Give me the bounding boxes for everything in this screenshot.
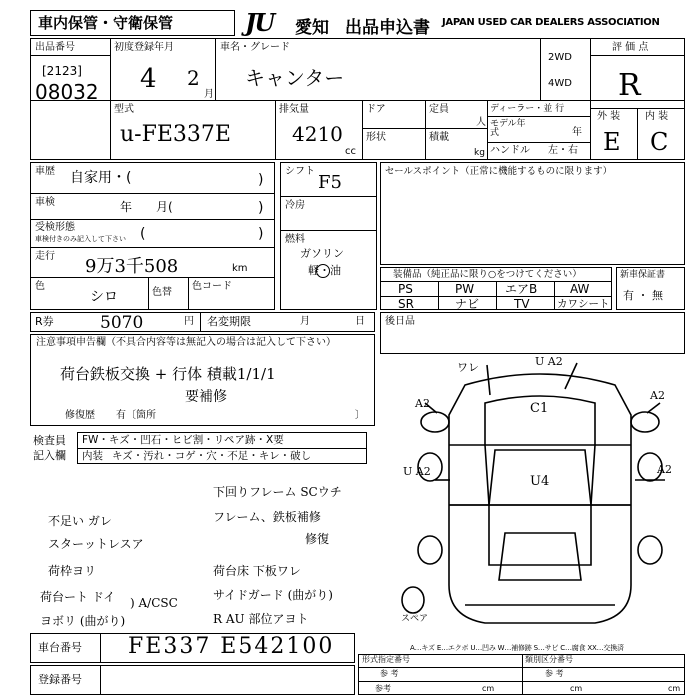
history-value: 自家用・( — [70, 170, 132, 186]
repair-history-value: 有〔箇所 — [116, 410, 156, 421]
note-10: サイドガード (曲がり) — [213, 588, 333, 602]
diagram-label-a2-side: A2 — [657, 463, 672, 476]
ref-label-1: 参 考 — [380, 669, 399, 678]
name-change-day: 日 — [355, 316, 365, 327]
lot-number: 08032 — [35, 80, 99, 104]
history-label: 車歴 — [35, 166, 55, 177]
brand-name: 愛知 — [295, 18, 329, 38]
ac-label: 冷房 — [285, 200, 305, 211]
load-unit: kg — [474, 148, 485, 158]
first-registration-year: 4 — [140, 64, 157, 94]
notice-line1: 荷台鉄板交換 + 行体 積載1/1/1 — [60, 365, 276, 383]
recycle-value: 5070 — [100, 313, 144, 333]
cm-2: cm — [570, 684, 583, 693]
exterior-label: 外 装 — [597, 111, 621, 122]
sales-point-label: セールスポイント（正常に機能するものに限ります） — [385, 166, 613, 177]
shift-value: F5 — [318, 172, 342, 193]
displacement-unit: cc — [345, 146, 356, 157]
first-registration-label: 初度登録年月 — [114, 42, 174, 53]
model-year-label: モデル年 式 — [490, 119, 526, 138]
mileage-label: 走行 — [35, 251, 55, 262]
cm-3: cm — [668, 684, 681, 693]
ju-logo: JU — [245, 8, 274, 37]
handle-label: ハンドル — [490, 145, 530, 156]
cm-1: cm — [482, 684, 495, 693]
inspection-form-sub: 車検付きのみ記入して下さい — [35, 235, 126, 243]
inspector-row1: FW・キズ・凹石・ヒビ割・リペア跡・X要 — [82, 434, 284, 446]
equipment-title: 装備品（純正品に限り○をつけてください） — [393, 269, 582, 280]
inspector-label-2: 記入欄 — [33, 449, 66, 462]
association-name: JAPAN USED CAR DEALERS ASSOCIATION — [442, 17, 660, 28]
diagram-label-u4: U4 — [530, 474, 550, 489]
recycle-label: R券 — [35, 315, 54, 328]
displacement-label: 排気量 — [279, 104, 309, 115]
form-title: 出品申込書 — [345, 18, 430, 38]
fuel-diesel: 軽・油 — [308, 264, 341, 277]
notice-line2: 要補修 — [185, 389, 227, 405]
repair-history-close: 〕 — [355, 410, 365, 421]
history-paren: ) — [258, 172, 264, 188]
car-name-value: キャンター — [245, 66, 345, 90]
color-code-label: 色コード — [192, 281, 232, 292]
grade-value: R — [618, 68, 641, 103]
car-name-label: 車名・グレード — [220, 42, 290, 53]
note-6: 荷枠ヨリ — [48, 564, 97, 578]
dealer-label: ディーラー・並 行 — [490, 104, 565, 114]
rear-items-label: 後日品 — [385, 316, 415, 327]
door-label: ドア — [366, 104, 386, 115]
handle-options: 左・右 — [548, 145, 578, 156]
inspector-row2-label: 内装 — [82, 450, 103, 462]
equip-pw: PW — [455, 282, 475, 296]
load-label: 積載 — [429, 132, 449, 143]
interior-label: 内 装 — [645, 111, 669, 122]
equip-leather: カワシート — [557, 298, 610, 310]
notice-label: 注意事項申告欄（不具合内容等は無記入の場合は記入して下さい） — [36, 337, 336, 348]
equip-navi: ナビ — [455, 297, 480, 311]
first-registration-month: 2 — [187, 66, 200, 90]
ref-label-2: 参 考 — [545, 669, 564, 678]
diagram-label-c1: C1 — [530, 401, 549, 416]
fuel-diesel-circle — [316, 264, 330, 278]
note-2: フレーム、鉄板補修 — [213, 510, 321, 524]
chassis-number: FE337 E542100 — [128, 634, 335, 659]
inspector-row2: キズ・汚れ・コゲ・穴・不足・キレ・破し — [112, 450, 312, 462]
capacity-unit: 人 — [476, 117, 486, 128]
sales-point-box — [380, 162, 685, 265]
equip-aw: AW — [570, 282, 590, 296]
registration-label: 登録番号 — [38, 673, 82, 686]
chassis-label: 車台番号 — [38, 641, 82, 654]
year-unit: 年 — [572, 127, 582, 138]
damage-legend: A…キズ E…エクボ U…凹み W…補修跡 S…サビ C…腐食 XX…交換済 — [410, 644, 624, 652]
drive-2wd: 2WD — [548, 52, 572, 63]
warranty-label: 新車保証書 — [620, 270, 666, 280]
inspection-value: 年 月( — [120, 200, 173, 214]
name-change-month: 月 — [300, 316, 310, 327]
note-9: ) A/CSC — [130, 596, 178, 610]
form-code-label: 形式指定番号 — [362, 655, 410, 664]
note-1: 下回りフレーム SCウチ — [213, 485, 342, 499]
diagram-label-a2-left: A2 — [415, 397, 430, 410]
rear-items-box — [380, 312, 685, 354]
note-11: ヨボリ (曲がり) — [40, 614, 126, 628]
inspection-label: 車検 — [35, 197, 55, 208]
car-damage-diagram — [395, 355, 685, 635]
diagram-label-crack: ワレ — [457, 361, 479, 374]
note-7: 荷台床 下板ワレ — [213, 564, 301, 578]
color-change-label: 色替 — [152, 287, 172, 298]
note-12: R AU 部位アヨト — [213, 612, 309, 626]
model-label: 型式 — [114, 104, 134, 115]
mileage-value: 9万3千508 — [85, 256, 179, 277]
drive-4wd: 4WD — [548, 78, 572, 89]
displacement-value: 4210 — [292, 122, 343, 146]
warranty-value: 有 ・ 無 — [623, 289, 663, 302]
lot-number-small: [2123] — [42, 64, 82, 78]
capacity-label: 定員 — [429, 104, 449, 115]
diagram-label-spare: スペア — [401, 614, 429, 624]
fuel-label: 燃料 — [285, 234, 305, 245]
inspection-form-paren: ) — [258, 226, 264, 242]
model-value: u-FE337E — [120, 122, 231, 147]
interior-value: C — [650, 128, 669, 156]
inspection-form-value: ( — [140, 226, 146, 242]
storage-label: 車内保管・守衛保管 — [38, 14, 174, 32]
month-unit: 月 — [204, 89, 214, 100]
diagram-label-ua2-left: U A2 — [403, 465, 431, 478]
color-value: シロ — [90, 289, 118, 305]
equip-sr: SR — [398, 297, 414, 311]
diagram-label-a2-right: A2 — [650, 389, 665, 402]
note-4: 不足い ガレ — [48, 514, 112, 528]
inspection-paren: ) — [258, 200, 264, 216]
note-5: スターットレスア — [48, 537, 144, 551]
category-label: 類別区分番号 — [525, 655, 573, 664]
lot-number-label: 出品番号 — [35, 42, 75, 53]
color-label: 色 — [35, 281, 45, 292]
note-3: 修復 — [305, 532, 330, 546]
equip-tv: TV — [514, 297, 530, 311]
shape-label: 形状 — [366, 132, 386, 143]
ref-label-3: 参考 — [375, 684, 391, 693]
equip-airbag: エアB — [505, 282, 538, 296]
mileage-unit: km — [232, 263, 248, 274]
fuel-gasoline: ガソリン — [300, 247, 344, 260]
grade-label: 評 価 点 — [612, 42, 649, 53]
exterior-value: E — [603, 128, 621, 156]
equip-ps: PS — [398, 282, 413, 296]
inspection-form-label: 受検形態 — [35, 222, 75, 233]
note-8: 荷台ート ドイ — [40, 590, 116, 604]
shift-label: シフト — [285, 166, 315, 177]
recycle-box — [30, 312, 375, 332]
recycle-unit: 円 — [184, 316, 194, 327]
repair-history-label: 修復歴 — [65, 410, 95, 421]
diagram-label-ua2-top: U A2 — [535, 355, 563, 368]
inspector-label-1: 検査員 — [33, 434, 66, 447]
name-change-label: 名変期限 — [207, 315, 251, 328]
